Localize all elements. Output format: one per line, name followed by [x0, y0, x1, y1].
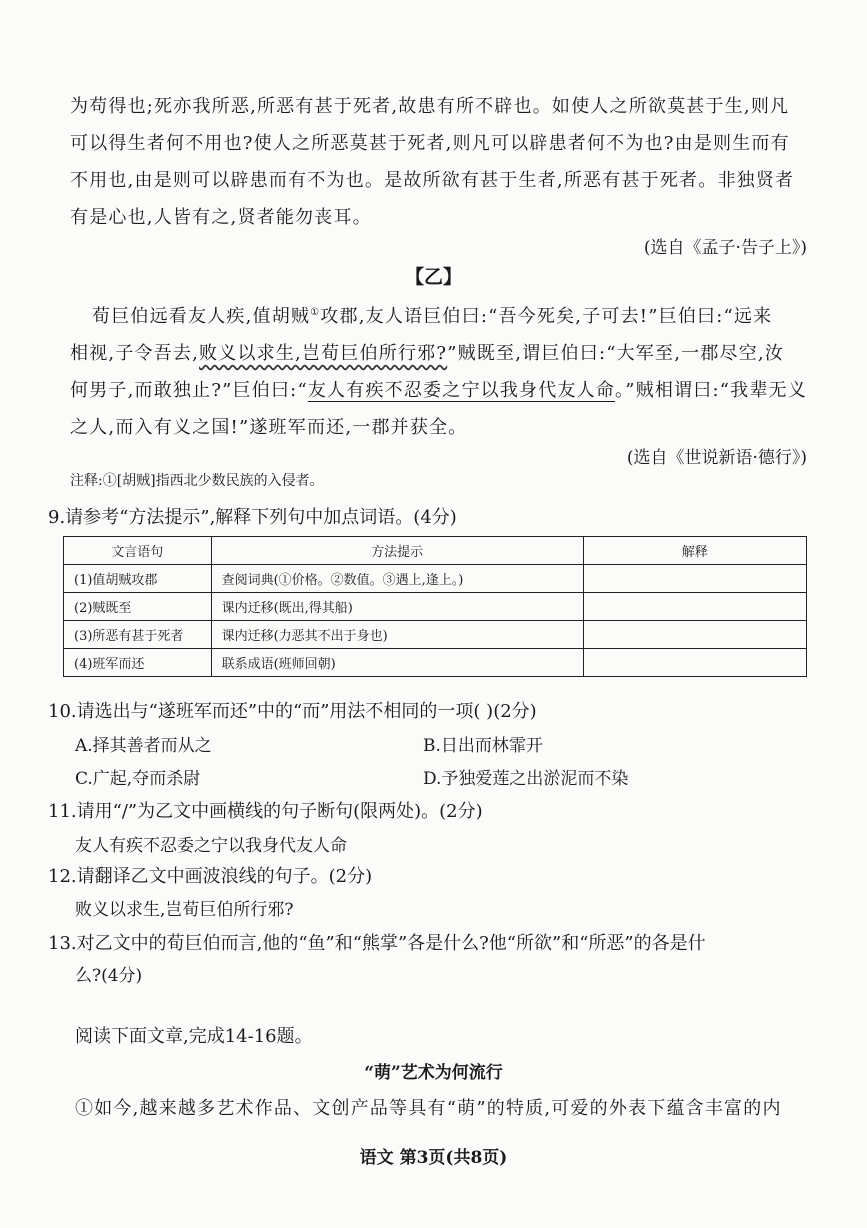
jia-line-4: 有是心也,人皆有之,贤者能勿丧耳。	[70, 207, 372, 228]
article-paragraph-1: ①如今,越来越多艺术作品、文创产品等具有“萌”的特质,可爱的外表下蕴含丰富的内	[75, 1098, 782, 1119]
jia-line-1: 为苟得也;死亦我所恶,所恶有甚于死者,故患有所不辟也。如使人之所欲莫甚于生,则凡	[70, 96, 790, 117]
yi-line-2: 相视,子令吾去,败义以求生,岂荀巨伯所行邪?”贼既至,谓巨伯曰:“大军至,一郡尽空,汝	[70, 343, 785, 364]
reading-intro: 阅读下面文章,完成14-16题。	[75, 1026, 313, 1047]
table-row: (1)值胡贼攻郡 查阅词典(①价格。②数值。③遇上,逢上。)	[64, 565, 807, 593]
option-d[interactable]: D.予独爱莲之出淤泥而不染	[423, 769, 629, 789]
q11-sentence: 友人有疾不忍委之宁以我身代友人命	[75, 836, 347, 856]
article-title: “萌”艺术为何流行	[364, 1063, 503, 1083]
method-table	[63, 536, 807, 677]
answer-cell[interactable]	[583, 649, 806, 677]
q12-sentence: 败义以求生,岂荀巨伯所行邪?	[75, 900, 294, 920]
jia-line-2: 可以得生者何不用也?使人之所恶莫甚于死者,则凡可以辟患者何不为也?由是则生而有	[70, 133, 790, 154]
wavy-underlined-sentence: 败义以求生,岂荀巨伯所行邪?	[199, 343, 448, 364]
answer-cell[interactable]	[583, 593, 806, 621]
header-explain: 解释	[583, 537, 806, 565]
footnote-mark: ①	[310, 307, 321, 318]
yi-line-3: 何男子,而敢独止?”巨伯曰:“友人有疾不忍委之宁以我身代友人命。”贼相谓曰:“我辈无义	[70, 380, 807, 401]
table-row: (3)所恶有甚于死者 课内迁移(力恶其不出于身也)	[64, 621, 807, 649]
annotation: 注释:①[胡贼]指西北少数民族的入侵者。	[70, 473, 324, 489]
option-b[interactable]: B.日出而林霏开	[423, 736, 543, 756]
underlined-sentence: 友人有疾不忍委之宁以我身代友人命	[307, 380, 616, 401]
header-method: 方法提示	[211, 537, 583, 565]
option-c[interactable]: C.广起,夺而杀尉	[75, 769, 201, 789]
question-12: 12.请翻译乙文中画波浪线的句子。(2分)	[48, 866, 373, 887]
jia-source: (选自《孟子·告子上》)	[643, 238, 807, 258]
table-header-row	[64, 537, 807, 565]
question-11: 11.请用“/”为乙文中画横线的句子断句(限两处)。(2分)	[48, 801, 483, 822]
yi-line-4: 之人,而入有义之国!”遂班军而还,一郡并获全。	[70, 417, 468, 438]
page-footer: 语文 第3页(共8页)	[359, 1148, 508, 1168]
option-a[interactable]: A.择其善者而从之	[75, 736, 212, 756]
answer-cell[interactable]	[583, 565, 806, 593]
header-sentence: 文言语句	[64, 537, 212, 565]
yi-label: 【乙】	[404, 266, 462, 288]
answer-cell[interactable]	[583, 621, 806, 649]
table-row: (4)班军而还 联系成语(班师回朝)	[64, 649, 807, 677]
table-row: (2)贼既至 课内迁移(既出,得其船)	[64, 593, 807, 621]
question-13-line-2: 么?(4分)	[75, 966, 143, 986]
question-9: 9.请参考“方法提示”,解释下列句中加点词语。(4分)	[48, 507, 457, 528]
yi-line-1: 荀巨伯远看友人疾,值胡贼①攻郡,友人语巨伯曰:“吾今死矣,子可去!”巨伯曰:“远来	[92, 306, 773, 327]
yi-source: (选自《世说新语·德行》)	[626, 448, 807, 468]
question-13-line-1: 13.对乙文中的荀巨伯而言,他的“鱼”和“熊掌”各是什么?他“所欲”和“所恶”的各是什	[48, 933, 706, 954]
jia-line-3: 不用也,由是则可以辟患而有不为也。是故所欲有甚于生者,所恶有甚于死者。非独贤者	[70, 170, 795, 191]
question-10: 10.请选出与“遂班军而还”中的“而”用法不相同的一项( )(2分)	[48, 701, 537, 722]
